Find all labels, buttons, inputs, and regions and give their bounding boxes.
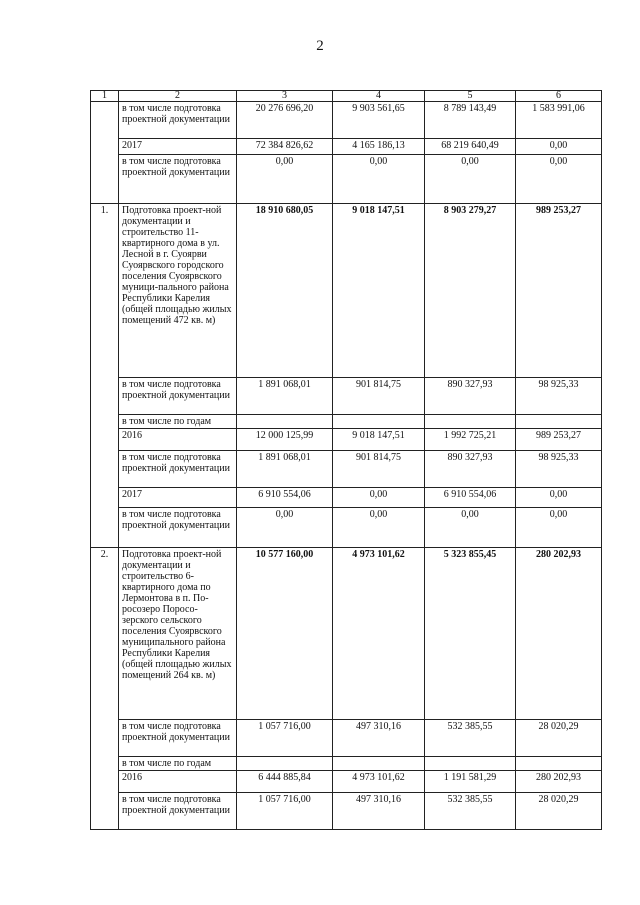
value-cell: 18 910 680,05: [237, 204, 333, 378]
row-label: в том числе подготовка проектной документации: [119, 378, 237, 415]
value-cell: 890 327,93: [425, 451, 516, 488]
table-row: [91, 508, 602, 548]
value-cell: 72 384 826,62: [237, 139, 333, 155]
value-cell: 1 191 581,29: [425, 771, 516, 793]
value-cell: 1 057 716,00: [237, 793, 333, 830]
value-cell: 280 202,93: [516, 548, 602, 720]
row-label: в том числе подготовка проектной документации: [119, 451, 237, 488]
table-row: [91, 757, 602, 771]
value-cell: 0,00: [333, 488, 425, 508]
row-number-cell: [91, 139, 119, 155]
header-cell: 5: [425, 91, 516, 102]
row-label: в том числе подготовка проектной документации: [119, 102, 237, 139]
value-cell: 28 020,29: [516, 720, 602, 757]
value-cell: 6 910 554,06: [237, 488, 333, 508]
value-cell: 0,00: [237, 508, 333, 548]
value-cell: [425, 757, 516, 771]
value-cell: 4 165 186,13: [333, 139, 425, 155]
value-cell: 901 814,75: [333, 451, 425, 488]
value-cell: 0,00: [516, 155, 602, 204]
value-cell: 9 903 561,65: [333, 102, 425, 139]
value-cell: 1 891 068,01: [237, 451, 333, 488]
value-cell: 10 577 160,00: [237, 548, 333, 720]
row-number-cell: [91, 378, 119, 415]
value-cell: 1 583 991,06: [516, 102, 602, 139]
row-label: в том числе подготовка проектной документации: [119, 155, 237, 204]
value-cell: [516, 415, 602, 429]
row-number-cell: [91, 488, 119, 508]
value-cell: 6 910 554,06: [425, 488, 516, 508]
table-row: [91, 155, 602, 204]
table-row: [91, 378, 602, 415]
header-cell: 1: [91, 91, 119, 102]
value-cell: 497 310,16: [333, 793, 425, 830]
value-cell: [333, 415, 425, 429]
row-label: в том числе по годам: [119, 757, 237, 771]
row-number-cell: [91, 429, 119, 451]
value-cell: 1 057 716,00: [237, 720, 333, 757]
table-row: [91, 139, 602, 155]
value-cell: 5 323 855,45: [425, 548, 516, 720]
value-cell: 0,00: [425, 508, 516, 548]
value-cell: 0,00: [237, 155, 333, 204]
table-header-row: [91, 91, 602, 102]
row-label: в том числе подготовка проектной документации: [119, 720, 237, 757]
value-cell: 8 789 143,49: [425, 102, 516, 139]
value-cell: 8 903 279,27: [425, 204, 516, 378]
value-cell: 0,00: [333, 508, 425, 548]
row-label: 2017: [119, 488, 237, 508]
page-number: 2: [316, 38, 324, 54]
value-cell: 9 018 147,51: [333, 204, 425, 378]
table-row: [91, 204, 602, 378]
row-label: Подготовка проект-ной документации и строительство 6-квартирного дома по Лермонтова в п. По-росозеро Поросо-зерского сельского поселения Суоярвского муниципального района Республики Карелия (общей площадью жилых помещений 264 кв. м): [119, 548, 237, 720]
value-cell: 98 925,33: [516, 451, 602, 488]
row-number-cell: 2.: [91, 548, 119, 720]
value-cell: 0,00: [425, 155, 516, 204]
row-number-cell: [91, 757, 119, 771]
table-row: [91, 771, 602, 793]
value-cell: 0,00: [516, 139, 602, 155]
header-cell: 4: [333, 91, 425, 102]
table-row: [91, 102, 602, 139]
value-cell: 98 925,33: [516, 378, 602, 415]
table-row: [91, 415, 602, 429]
value-cell: 20 276 696,20: [237, 102, 333, 139]
table-row: [91, 429, 602, 451]
value-cell: 0,00: [333, 155, 425, 204]
row-number-cell: [91, 793, 119, 830]
value-cell: 1 992 725,21: [425, 429, 516, 451]
value-cell: 28 020,29: [516, 793, 602, 830]
value-cell: 532 385,55: [425, 793, 516, 830]
table-row: [91, 793, 602, 830]
row-number-cell: [91, 771, 119, 793]
row-number-cell: [91, 102, 119, 139]
row-label: в том числе подготовка проектной документации: [119, 793, 237, 830]
funding-table: [90, 90, 602, 830]
value-cell: 68 219 640,49: [425, 139, 516, 155]
row-number-cell: [91, 720, 119, 757]
row-label: 2016: [119, 429, 237, 451]
value-cell: [516, 757, 602, 771]
row-number-cell: [91, 508, 119, 548]
value-cell: 0,00: [516, 508, 602, 548]
value-cell: [237, 757, 333, 771]
value-cell: [237, 415, 333, 429]
header-cell: 3: [237, 91, 333, 102]
header-cell: 2: [119, 91, 237, 102]
row-number-cell: [91, 451, 119, 488]
value-cell: 989 253,27: [516, 204, 602, 378]
value-cell: 532 385,55: [425, 720, 516, 757]
value-cell: 6 444 885,84: [237, 771, 333, 793]
table-row: [91, 451, 602, 488]
value-cell: 12 000 125,99: [237, 429, 333, 451]
row-label: в том числе подготовка проектной документации: [119, 508, 237, 548]
value-cell: 901 814,75: [333, 378, 425, 415]
value-cell: 4 973 101,62: [333, 548, 425, 720]
row-number-cell: [91, 155, 119, 204]
value-cell: [333, 757, 425, 771]
table-row: [91, 548, 602, 720]
value-cell: 890 327,93: [425, 378, 516, 415]
value-cell: 1 891 068,01: [237, 378, 333, 415]
value-cell: 9 018 147,51: [333, 429, 425, 451]
value-cell: [425, 415, 516, 429]
table-row: [91, 488, 602, 508]
table-row: [91, 720, 602, 757]
value-cell: 0,00: [516, 488, 602, 508]
row-label: в том числе по годам: [119, 415, 237, 429]
value-cell: 4 973 101,62: [333, 771, 425, 793]
value-cell: 497 310,16: [333, 720, 425, 757]
header-cell: 6: [516, 91, 602, 102]
row-label: 2016: [119, 771, 237, 793]
row-number-cell: [91, 415, 119, 429]
row-label: Подготовка проект-ной документации и строительство 11-квартирного дома в ул. Лесной в г. Суоярви Суоярвского городского поселения Суоярвского муници-пального района Республики Карелия (общей площадью жилых помещений 472 кв. м): [119, 204, 237, 378]
value-cell: 989 253,27: [516, 429, 602, 451]
value-cell: 280 202,93: [516, 771, 602, 793]
row-label: 2017: [119, 139, 237, 155]
row-number-cell: 1.: [91, 204, 119, 378]
